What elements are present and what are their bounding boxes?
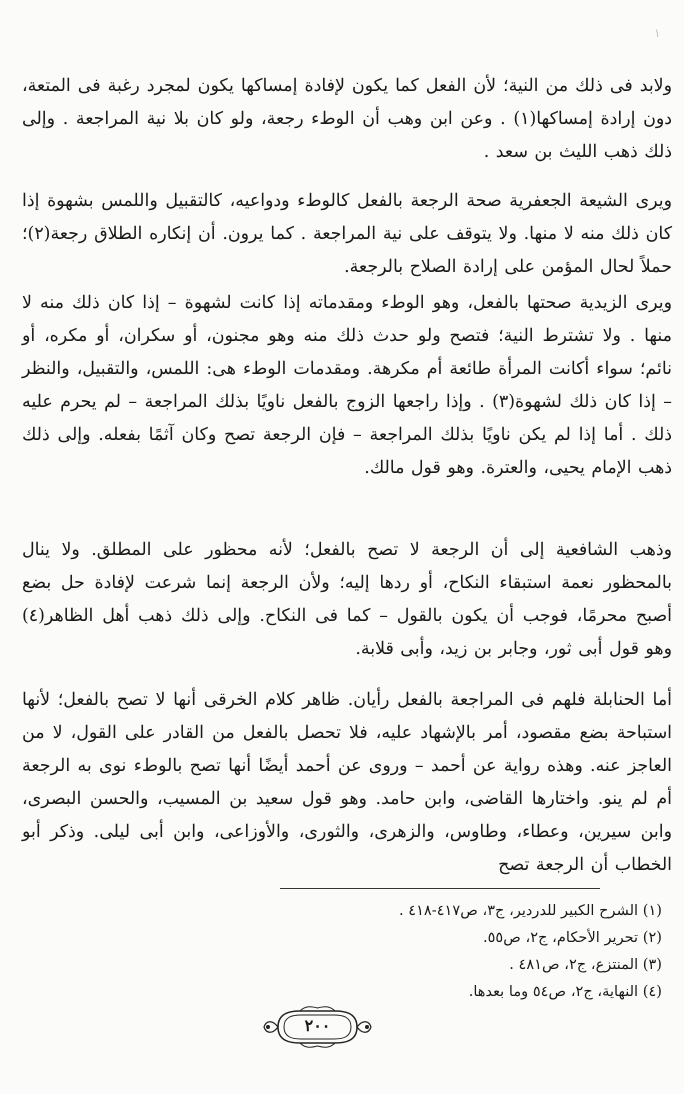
- paragraph-1: ولابد فى ذلك من النية؛ لأن الفعل كما يكون لإفادة إمساكها يكون لمجرد رغبة فى المتعة، دون إرادة إمساكها(١) . وعن ابن وهب أن الوطء رجعة، ولو كان بلا نية المراجعة . وإلى ذلك ذهب الليث بن سعد .: [22, 76, 672, 162]
- paragraph-2: ويرى الشيعة الجعفرية صحة الرجعة بالفعل كالوطء ودواعيه، كالتقبيل واللمس بشهوة إذا كان ذلك منه لا منها. ولا يتوقف على نية المراجعة . كما يرون. أن إنكاره الطلاق رجعة(٢)؛ حملاً لحال المؤمن على إرادة الصلاح بالرجعة.: [22, 191, 672, 277]
- page-number-ornament: [260, 1005, 375, 1049]
- paragraph-5: أما الحنابلة فلهم فى المراجعة بالفعل رأيان. ظاهر كلام الخرقى أنها لا تصح بالفعل؛ لأنها استباحة بضع مقصود، أمر بالإشهاد عليه، فلا تحصل بالفعل من القادر على القول، لا من العاجز عنه. وهذه رواية عن أحمد – وروى عن أحمد أيضًا أنها تصح بالوطء نوى به الرجعة أم لم ينو. واختارها القاضى، وابن حامد. وهو قول سعيد بن المسيب، والحسن البصرى، وابن سيرين، وعطاء، وطاوس، والزهرى، والثورى، والأوزاعى، وابن أبى ليلى. وذكر أبو الخطاب أن الرجعة تصح: [22, 690, 672, 875]
- footnote-1: (١) الشرح الكبير للدردير، ج٣، ص٤١٧-٤١٨ .: [398, 902, 662, 919]
- paragraph-4: وذهب الشافعية إلى أن الرجعة لا تصح بالفعل؛ لأنه محظور على المطلق. ولا ينال بالمحظور نعمة استبقاء النكاح، أو ردها إليه؛ ولأن الرجعة إنما شرعت لإفادة حل بضع أصبح محرمًا، فوجب أن يكون بالقول – كما فى النكاح. وإلى ذلك ذهب أهل الظاهر(٤) وهو قول أبى ثور، وجابر بن زيد، وأبى قلابة.: [22, 540, 672, 659]
- footnote-divider: [280, 888, 600, 889]
- page-corner-mark: ۱: [654, 26, 661, 40]
- paragraph-3: ويرى الزيدية صحتها بالفعل، وهو الوطء ومقدماته إذا كانت لشهوة – إذا كان ذلك منه لا منها . ولا تشترط النية؛ فتصح ولو حدث ذلك منه وهو مجنون، أو سكران، أو مكره، أو نائم؛ سواء أكانت المرأة طائعة أم مكرهة. ومقدمات الوطء هى: اللمس، والتقبيل، والنظر – إذا كان ذلك لشهوة(٣) . وإذا راجعها الزوج بالفعل ناويًا بذلك المراجعة – لم يحرم عليه ذلك . أما إذا لم يكن ناويًا بذلك المراجعة – فإن الرجعة تصح وكان آثمًا بفعله. وإلى ذلك ذهب الإمام يحيى، والعترة. وهو قول مالك.: [22, 293, 672, 478]
- footnote-4: (٤) النهاية، ج٢، ص٥٤ وما بعدها.: [468, 983, 662, 1000]
- footnote-3: (٣) المنتزع، ج٢، ص٤٨١ .: [509, 956, 662, 973]
- footnote-2: (٢) تحرير الأحكام، ج٢، ص٥٥.: [482, 929, 662, 946]
- page-number: ٢٠٠: [304, 1016, 331, 1035]
